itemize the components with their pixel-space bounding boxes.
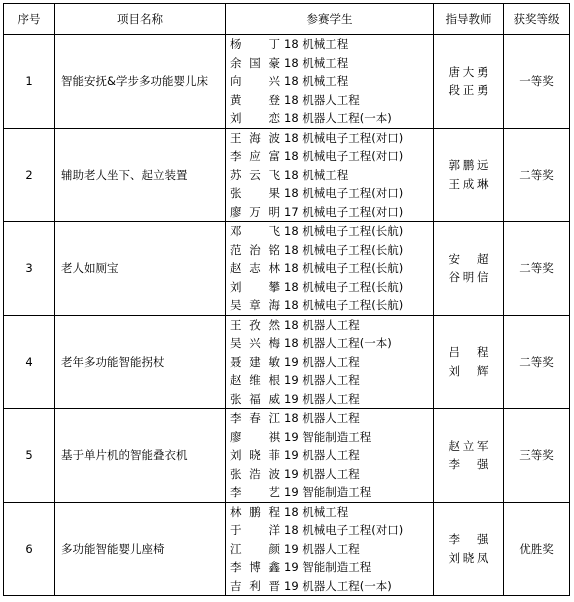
students-cell <box>226 502 434 596</box>
student-name: 李博鑫 <box>230 560 280 574</box>
student-name: 廖万明 <box>230 204 280 219</box>
teacher-name: 李强 <box>448 457 489 472</box>
student-entry <box>230 91 433 110</box>
student-name: 杨丁 <box>230 37 280 51</box>
student-name: 王孜然 <box>230 317 280 332</box>
student-name: 邓飞 <box>230 224 280 238</box>
student-major: 19 机器人工程 <box>284 391 360 406</box>
student-name: 赵志林 <box>230 261 280 275</box>
student-name: 廖祺 <box>230 429 280 444</box>
header-students: 参赛学生 <box>226 4 434 35</box>
table-row <box>4 315 570 409</box>
student-entry <box>230 503 433 522</box>
table-header <box>4 4 570 35</box>
student-entry <box>230 353 433 372</box>
row-index: 2 <box>4 128 55 222</box>
student-name: 于洋 <box>230 523 280 537</box>
student-major: 17 机械电子工程(对口) <box>284 204 404 219</box>
student-entry <box>230 371 433 390</box>
student-major: 19 机器人工程 <box>284 541 360 556</box>
student-major: 18 机器人工程 <box>284 92 360 107</box>
teacher-entry <box>434 343 503 362</box>
student-name: 吴兴梅 <box>230 336 280 350</box>
student-name: 吉利晋 <box>230 578 280 593</box>
teachers-cell <box>434 315 504 409</box>
student-entry <box>230 296 433 315</box>
student-major: 18 机械电子工程(对口) <box>284 186 404 200</box>
teacher-name: 刘辉 <box>448 363 489 378</box>
student-major: 18 机械工程 <box>284 167 349 182</box>
teacher-entry <box>434 250 503 269</box>
students-cell <box>226 128 434 222</box>
student-major: 18 机械电子工程(对口) <box>284 130 404 145</box>
teacher-name: 安超 <box>448 251 489 266</box>
student-entry <box>230 409 433 428</box>
student-major: 18 机械电子工程(长航) <box>284 298 404 312</box>
award-level: 二等奖 <box>504 222 570 316</box>
student-major: 18 机械电子工程(长航) <box>284 224 404 238</box>
student-name: 苏云飞 <box>230 167 280 182</box>
student-major: 18 机器人工程(一本) <box>284 336 392 350</box>
student-entry <box>230 465 433 484</box>
row-index: 3 <box>4 222 55 316</box>
student-name: 吴章海 <box>230 298 280 312</box>
student-major: 19 智能制造工程 <box>284 485 372 499</box>
students-cell <box>226 222 434 316</box>
student-entry <box>230 390 433 409</box>
student-entry <box>230 147 433 166</box>
student-name: 林鹏程 <box>230 504 280 519</box>
student-entry <box>230 72 433 91</box>
row-index: 4 <box>4 315 55 409</box>
project-name: 智能安抚&学步多功能婴儿床 <box>55 35 226 129</box>
student-entry <box>230 446 433 465</box>
student-name: 张浩波 <box>230 466 280 481</box>
student-entry <box>230 577 433 596</box>
row-index: 6 <box>4 502 55 596</box>
header-project: 项目名称 <box>55 4 226 35</box>
student-major: 18 机械工程 <box>284 74 349 88</box>
table-body <box>4 35 570 596</box>
student-major: 18 机械电子工程(对口) <box>284 149 404 163</box>
student-major: 18 机器人工程(一本) <box>284 111 392 125</box>
teacher-entry <box>434 156 503 175</box>
teacher-name: 李强 <box>448 532 489 547</box>
student-entry <box>230 166 433 185</box>
students-cell <box>226 315 434 409</box>
student-name: 刘晓菲 <box>230 448 280 462</box>
student-entry <box>230 203 433 222</box>
student-major: 19 机器人工程 <box>284 354 360 369</box>
teacher-entry <box>434 530 503 549</box>
header-index: 序号 <box>4 4 55 35</box>
teachers-cell <box>434 409 504 503</box>
student-major: 19 机器人工程(一本) <box>284 578 392 593</box>
table-row <box>4 222 570 316</box>
teacher-name: 郭鹏远 <box>448 158 489 173</box>
student-entry <box>230 184 433 203</box>
teacher-entry <box>434 268 503 287</box>
student-name: 张福威 <box>230 391 280 406</box>
student-entry <box>230 129 433 148</box>
student-entry <box>230 540 433 559</box>
student-entry <box>230 428 433 447</box>
project-name: 基于单片机的智能叠衣机 <box>55 409 226 503</box>
student-major: 18 机械工程 <box>284 37 349 51</box>
student-name: 王海波 <box>230 130 280 145</box>
teacher-entry <box>434 549 503 568</box>
student-entry <box>230 558 433 577</box>
student-name: 张果 <box>230 186 280 200</box>
teacher-name: 段正勇 <box>448 83 489 98</box>
project-name: 老人如厕宝 <box>55 222 226 316</box>
student-major: 18 机械电子工程(长航) <box>284 242 404 257</box>
teacher-entry <box>434 437 503 456</box>
student-entry <box>230 35 433 54</box>
teachers-cell <box>434 35 504 129</box>
student-entry <box>230 278 433 297</box>
student-entry <box>230 222 433 241</box>
project-name: 多功能智能婴儿座椅 <box>55 502 226 596</box>
student-name: 李应富 <box>230 149 280 163</box>
teacher-entry <box>434 81 503 100</box>
table-row <box>4 128 570 222</box>
award-level: 三等奖 <box>504 409 570 503</box>
award-level: 二等奖 <box>504 128 570 222</box>
student-entry <box>230 54 433 73</box>
teacher-name: 刘晓凤 <box>448 550 489 565</box>
teachers-cell <box>434 128 504 222</box>
student-major: 18 机械电子工程(长航) <box>284 279 404 294</box>
teachers-cell <box>434 502 504 596</box>
student-entry <box>230 316 433 335</box>
student-name: 黄登 <box>230 92 280 107</box>
student-major: 19 机器人工程 <box>284 466 360 481</box>
student-name: 范治铭 <box>230 242 280 257</box>
table-row <box>4 409 570 503</box>
header-award: 获奖等级 <box>504 4 570 35</box>
award-level: 二等奖 <box>504 315 570 409</box>
students-cell <box>226 35 434 129</box>
student-entry <box>230 334 433 353</box>
student-major: 18 机械工程 <box>284 504 349 519</box>
student-name: 李艺 <box>230 485 280 499</box>
student-major: 18 机器人工程 <box>284 317 360 332</box>
project-name: 辅助老人坐下、起立装置 <box>55 128 226 222</box>
row-index: 5 <box>4 409 55 503</box>
award-table <box>3 3 570 596</box>
teacher-entry <box>434 455 503 474</box>
teacher-entry <box>434 175 503 194</box>
student-entry <box>230 483 433 502</box>
student-major: 19 机器人工程 <box>284 448 360 462</box>
table-row <box>4 502 570 596</box>
student-major: 18 机器人工程 <box>284 411 360 425</box>
teacher-name: 赵立军 <box>448 438 489 453</box>
student-major: 18 机械工程 <box>284 55 349 70</box>
student-major: 18 机械电子工程(对口) <box>284 523 404 537</box>
student-name: 刘恋 <box>230 111 280 125</box>
teacher-entry <box>434 63 503 82</box>
student-name: 聂建敏 <box>230 354 280 369</box>
student-major: 18 机械电子工程(长航) <box>284 261 404 275</box>
student-major: 19 智能制造工程 <box>284 560 372 574</box>
student-name: 江颜 <box>230 541 280 556</box>
award-level: 一等奖 <box>504 35 570 129</box>
student-entry <box>230 259 433 278</box>
student-name: 向兴 <box>230 74 280 88</box>
row-index: 1 <box>4 35 55 129</box>
teachers-cell <box>434 222 504 316</box>
student-entry <box>230 521 433 540</box>
student-name: 李春江 <box>230 411 280 425</box>
students-cell <box>226 409 434 503</box>
project-name: 老年多功能智能拐杖 <box>55 315 226 409</box>
teacher-name: 唐大勇 <box>448 64 489 79</box>
student-entry <box>230 241 433 260</box>
teacher-entry <box>434 362 503 381</box>
header-row <box>4 4 570 35</box>
student-name: 刘攀 <box>230 279 280 294</box>
student-major: 19 智能制造工程 <box>284 429 372 444</box>
teacher-name: 王成琳 <box>448 176 489 191</box>
teacher-name: 吕程 <box>448 345 489 360</box>
table-row <box>4 35 570 129</box>
teacher-name: 谷明信 <box>448 270 489 285</box>
header-teachers: 指导教师 <box>434 4 504 35</box>
student-entry <box>230 109 433 128</box>
student-major: 19 机器人工程 <box>284 373 360 387</box>
award-level: 优胜奖 <box>504 502 570 596</box>
student-name: 余国豪 <box>230 55 280 70</box>
student-name: 赵维根 <box>230 373 280 387</box>
